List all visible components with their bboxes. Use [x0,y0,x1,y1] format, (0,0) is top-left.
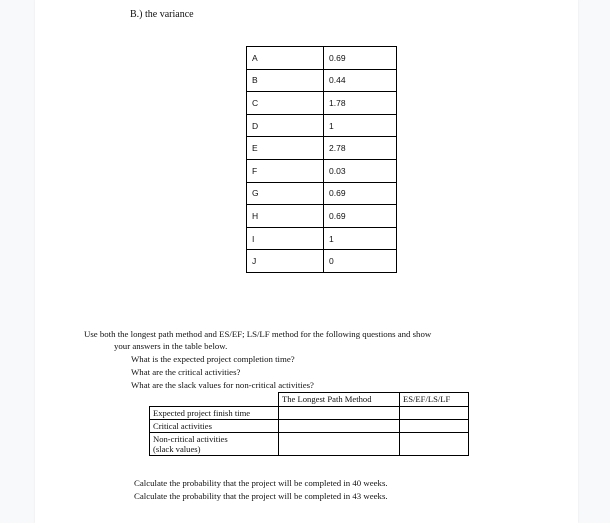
activity-cell: B [247,69,324,92]
variance-cell: 0.44 [324,69,397,92]
table-row [150,407,469,420]
es-ef-header: ES/EF/LS/LF [400,393,469,407]
row-label-non-critical-line-2: (slack values) [153,444,201,454]
activity-cell: C [247,92,324,115]
table-row [247,159,397,182]
variance-cell: 1.78 [324,92,397,115]
answer-cell[interactable] [400,420,469,433]
question-slack-values: What are the slack values for non-critical activities? [131,380,314,390]
activity-cell: D [247,114,324,137]
row-label-finish-time: Expected project finish time [150,407,279,420]
answer-cell[interactable] [279,407,400,420]
variance-cell: 0.69 [324,182,397,205]
row-label-critical-activities: Critical activities [150,420,279,433]
table-row [150,420,469,433]
answer-cell[interactable] [279,433,400,456]
table-row [247,182,397,205]
probability-question-40: Calculate the probability that the project will be completed in 40 weeks. [134,478,388,488]
empty-header-cell [150,393,279,407]
table-row [150,393,469,407]
table-row [247,205,397,228]
answer-cell[interactable] [400,433,469,456]
answer-table [149,392,469,456]
activity-cell: E [247,137,324,160]
activity-cell: H [247,205,324,228]
probability-question-43: Calculate the probability that the project will be completed in 43 weeks. [134,491,388,501]
table-row [247,114,397,137]
table-row [247,227,397,250]
activity-cell: F [247,159,324,182]
variance-cell: 1 [324,227,397,250]
longest-path-header: The Longest Path Method [279,393,400,407]
instruction-line-1: Use both the longest path method and ES/EF; LS/LF method for the following questions and show [84,329,432,339]
table-row [247,250,397,273]
table-row [150,433,469,456]
instruction-line-2: your answers in the table below. [114,341,228,351]
variance-cell: 0.03 [324,159,397,182]
section-heading: B.) the variance [130,9,194,20]
row-label-non-critical [150,433,279,456]
answer-cell[interactable] [279,420,400,433]
variance-table [246,46,397,273]
question-completion-time: What is the expected project completion time? [131,354,295,364]
table-row [247,92,397,115]
variance-cell: 2.78 [324,137,397,160]
table-row [247,137,397,160]
activity-cell: G [247,182,324,205]
variance-cell: 0.69 [324,47,397,70]
activity-cell: J [247,250,324,273]
activity-cell: I [247,227,324,250]
variance-cell: 0.69 [324,205,397,228]
row-label-non-critical-line-1: Non-critical activities [153,434,228,444]
table-row [247,69,397,92]
table-row [247,47,397,70]
answer-cell[interactable] [400,407,469,420]
activity-cell: A [247,47,324,70]
variance-cell: 0 [324,250,397,273]
question-critical-activities: What are the critical activities? [131,367,241,377]
variance-cell: 1 [324,114,397,137]
